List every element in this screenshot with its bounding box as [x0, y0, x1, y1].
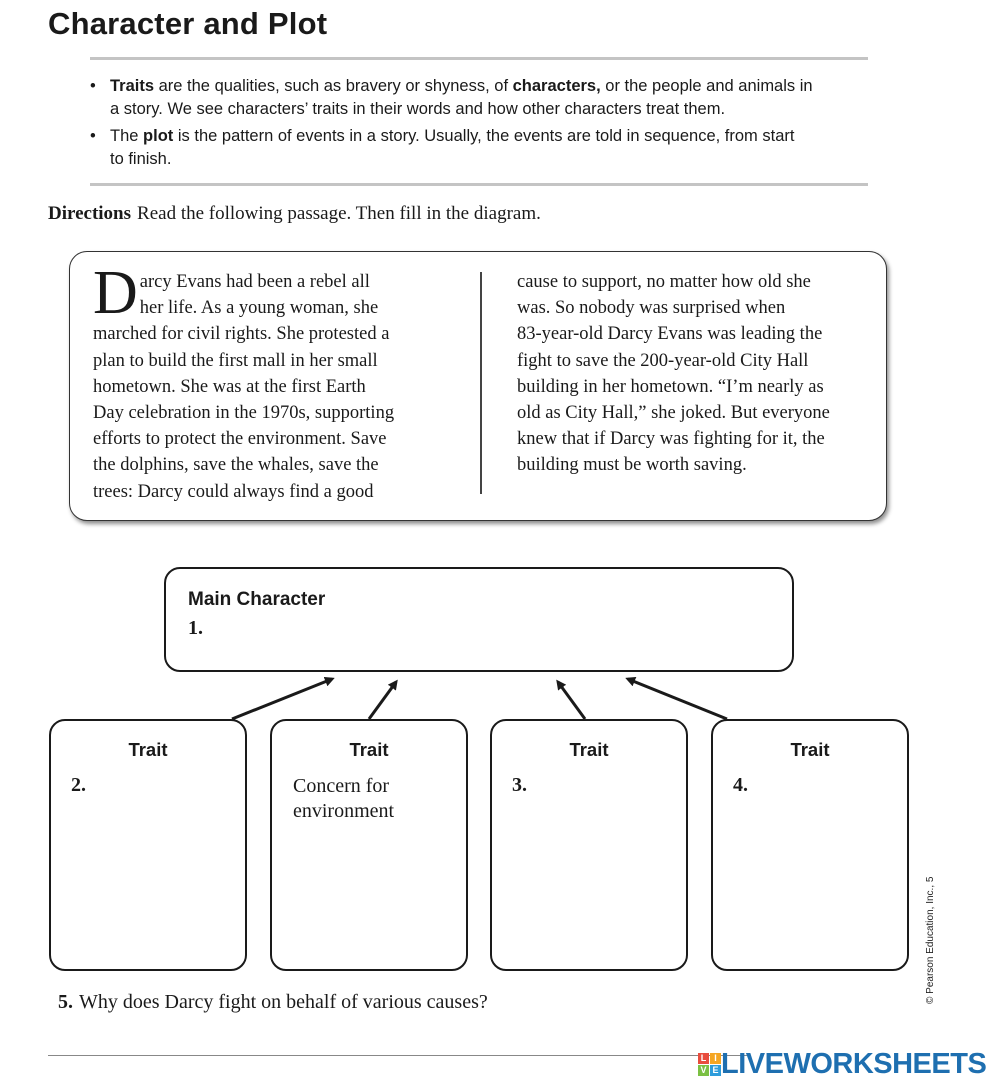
main-character-label: Main Character: [188, 589, 326, 610]
trait-box: [270, 719, 468, 971]
passage-line: marched for civil rights. She protested a: [93, 324, 390, 345]
question-5: [58, 991, 488, 1014]
footer-rule: [48, 1055, 748, 1056]
main-character-box: [164, 567, 794, 672]
directions-label: Directions: [48, 203, 132, 224]
bold-term: Traits: [110, 77, 155, 95]
passage-line: building must be worth saving.: [517, 455, 747, 476]
directions-text: Read the following passage. Then fill in the diagram.: [137, 203, 541, 224]
passage-line: Day celebration in the 1970s, supporting: [93, 403, 395, 424]
trait-label: Trait: [349, 739, 389, 760]
bullet-run: The: [110, 127, 144, 145]
passage-line: fight to save the 200-year-old City Hall: [517, 350, 809, 371]
bullet-run: is the pattern of events in a story. Usually, the events are told in sequence, from start: [173, 127, 795, 145]
arrow-trait-3: [558, 682, 585, 719]
passage-line: knew that if Darcy was fighting for it, the: [517, 429, 825, 450]
trait-number: 3.: [512, 774, 527, 796]
trait-answer: [293, 774, 394, 824]
trait-label: Trait: [128, 739, 168, 760]
passage-line: was. So nobody was surprised when: [517, 298, 786, 319]
passage-line: her life. As a young woman, she: [139, 298, 379, 319]
trait-box: [49, 719, 247, 971]
logo-tile: I: [710, 1053, 721, 1064]
liveworksheets-wordmark: LIVEWORKSHEETS: [721, 1048, 987, 1080]
trait-box: [490, 719, 688, 971]
trait-answer-line: Concern for: [293, 775, 390, 797]
bullet-run: are the qualities, such as bravery or shyness, of: [154, 77, 513, 95]
drop-cap: D: [93, 259, 138, 327]
trait-answer-line: environment: [293, 800, 395, 822]
main-character-number: 1.: [188, 617, 203, 639]
liveworksheets-logo: [698, 1049, 994, 1081]
bold-term: characters,: [512, 77, 601, 95]
question-number: 5.: [58, 991, 73, 1013]
bullet-run: a story. We see characters’ traits in their words and how other characters treat them.: [110, 100, 726, 118]
copyright-notice: © Pearson Education, Inc., 5: [925, 876, 936, 1004]
passage-line: old as City Hall,” she joked. But everyone: [517, 403, 830, 424]
trait-label: Trait: [790, 739, 830, 760]
passage-line: trees: Darcy could always find a good: [93, 481, 374, 502]
logo-tile: V: [698, 1065, 709, 1076]
logo-tile: E: [710, 1065, 721, 1076]
trait-label: Trait: [569, 739, 609, 760]
bold-term: plot: [143, 127, 174, 145]
passage-line: cause to support, no matter how old she: [517, 272, 811, 292]
page-title: Character and Plot: [48, 6, 328, 41]
passage-line: plan to build the first mall in her small: [93, 350, 378, 371]
logo-tile: L: [698, 1053, 709, 1064]
arrow-trait-4: [628, 679, 727, 719]
passage-line: the dolphins, save the whales, save the: [93, 455, 379, 476]
passage-line: building in her hometown. “I’m nearly as: [517, 376, 824, 397]
passage-line: hometown. She was at the first Earth: [93, 376, 366, 397]
bullet-run: or the people and animals in: [600, 77, 813, 95]
passage-line: efforts to protect the environment. Save: [93, 429, 387, 450]
trait-number: 2.: [71, 774, 86, 796]
arrow-trait-1: [232, 679, 332, 719]
trait-box: [711, 719, 909, 971]
passage-line: arcy Evans had been a rebel all: [139, 272, 370, 292]
bullet-run: to finish.: [110, 150, 172, 168]
passage-line: 83-year-old Darcy Evans was leading the: [517, 324, 823, 345]
question-text: Why does Darcy fight on behalf of various causes?: [79, 991, 488, 1013]
liveworksheets-icon: [698, 1053, 722, 1077]
bullet-dot: •: [90, 127, 96, 145]
bullet-dot: •: [90, 77, 96, 95]
arrow-trait-2: [369, 682, 396, 719]
trait-number: 4.: [733, 774, 748, 796]
